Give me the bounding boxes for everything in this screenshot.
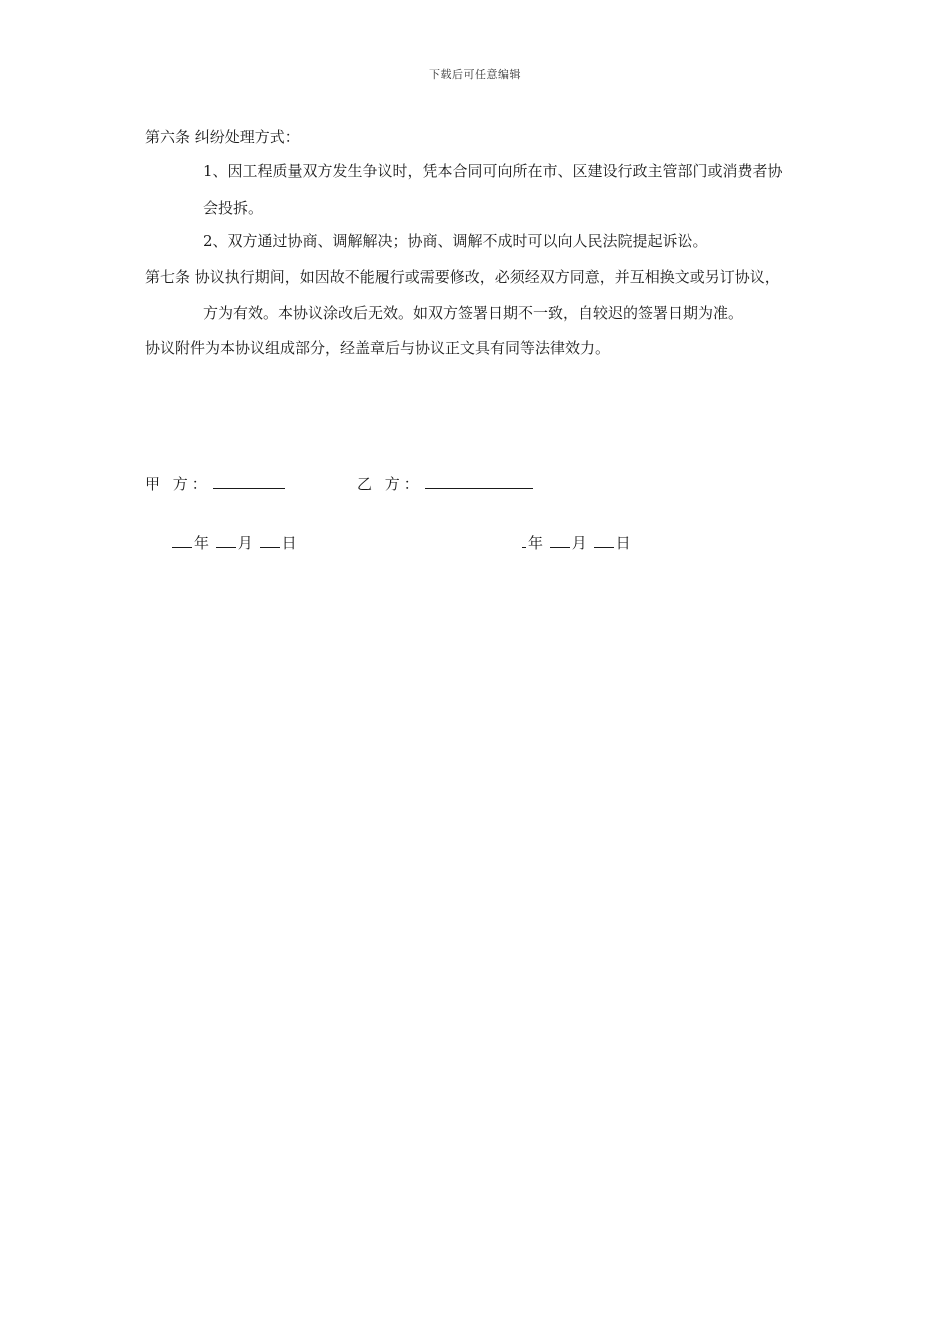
party-a-date xyxy=(170,533,297,552)
party-b-day-label: 日 xyxy=(615,534,631,552)
party-b-blank[interactable] xyxy=(425,474,533,489)
party-b-label: 乙 方： xyxy=(357,475,423,493)
party-a-month-label: 月 xyxy=(237,534,253,552)
party-a-year-label: 年 xyxy=(194,534,210,552)
party-a-month-blank[interactable] xyxy=(216,533,236,548)
party-a-label: 甲 方： xyxy=(145,475,211,493)
party-b-month-label: 月 xyxy=(571,534,587,552)
party-a-year-blank[interactable] xyxy=(172,533,192,548)
page-header: 下载后可任意编辑 xyxy=(429,68,521,81)
party-b-date xyxy=(520,533,631,552)
party-b-month-blank[interactable] xyxy=(550,533,570,548)
party-b-signature xyxy=(357,474,535,493)
party-a-blank[interactable] xyxy=(213,474,285,489)
party-a-signature xyxy=(145,474,287,493)
attachment-note: 协议附件为本协议组成部分，经盖章后与协议正文具有同等法律效力。 xyxy=(145,339,611,357)
article-7-line-2: 方为有效。本协议涂改后无效。如双方签署日期不一致，自较迟的签署日期为准。 xyxy=(203,304,744,322)
article-7-line-1: 第七条 协议执行期间，如因故不能履行或需要修改，必须经双方同意，并互相换文或另订协议， xyxy=(145,268,780,286)
party-b-year-label: 年 xyxy=(528,534,544,552)
article-6-item-1-line-1: 1、因工程质量双方发生争议时，凭本合同可向所在市、区建设行政主管部门或消费者协 xyxy=(203,162,783,180)
article-6-item-1-line-2: 会投拆。 xyxy=(203,199,264,217)
party-a-day-blank[interactable] xyxy=(260,533,280,548)
party-a-day-label: 日 xyxy=(281,534,297,552)
article-6-title: 第六条 纠纷处理方式： xyxy=(145,128,300,146)
party-b-year-blank[interactable] xyxy=(522,533,526,548)
article-6-item-2: 2、双方通过协商、调解解决；协商、调解不成时可以向人民法院提起诉讼。 xyxy=(203,232,708,250)
party-b-day-blank[interactable] xyxy=(594,533,614,548)
